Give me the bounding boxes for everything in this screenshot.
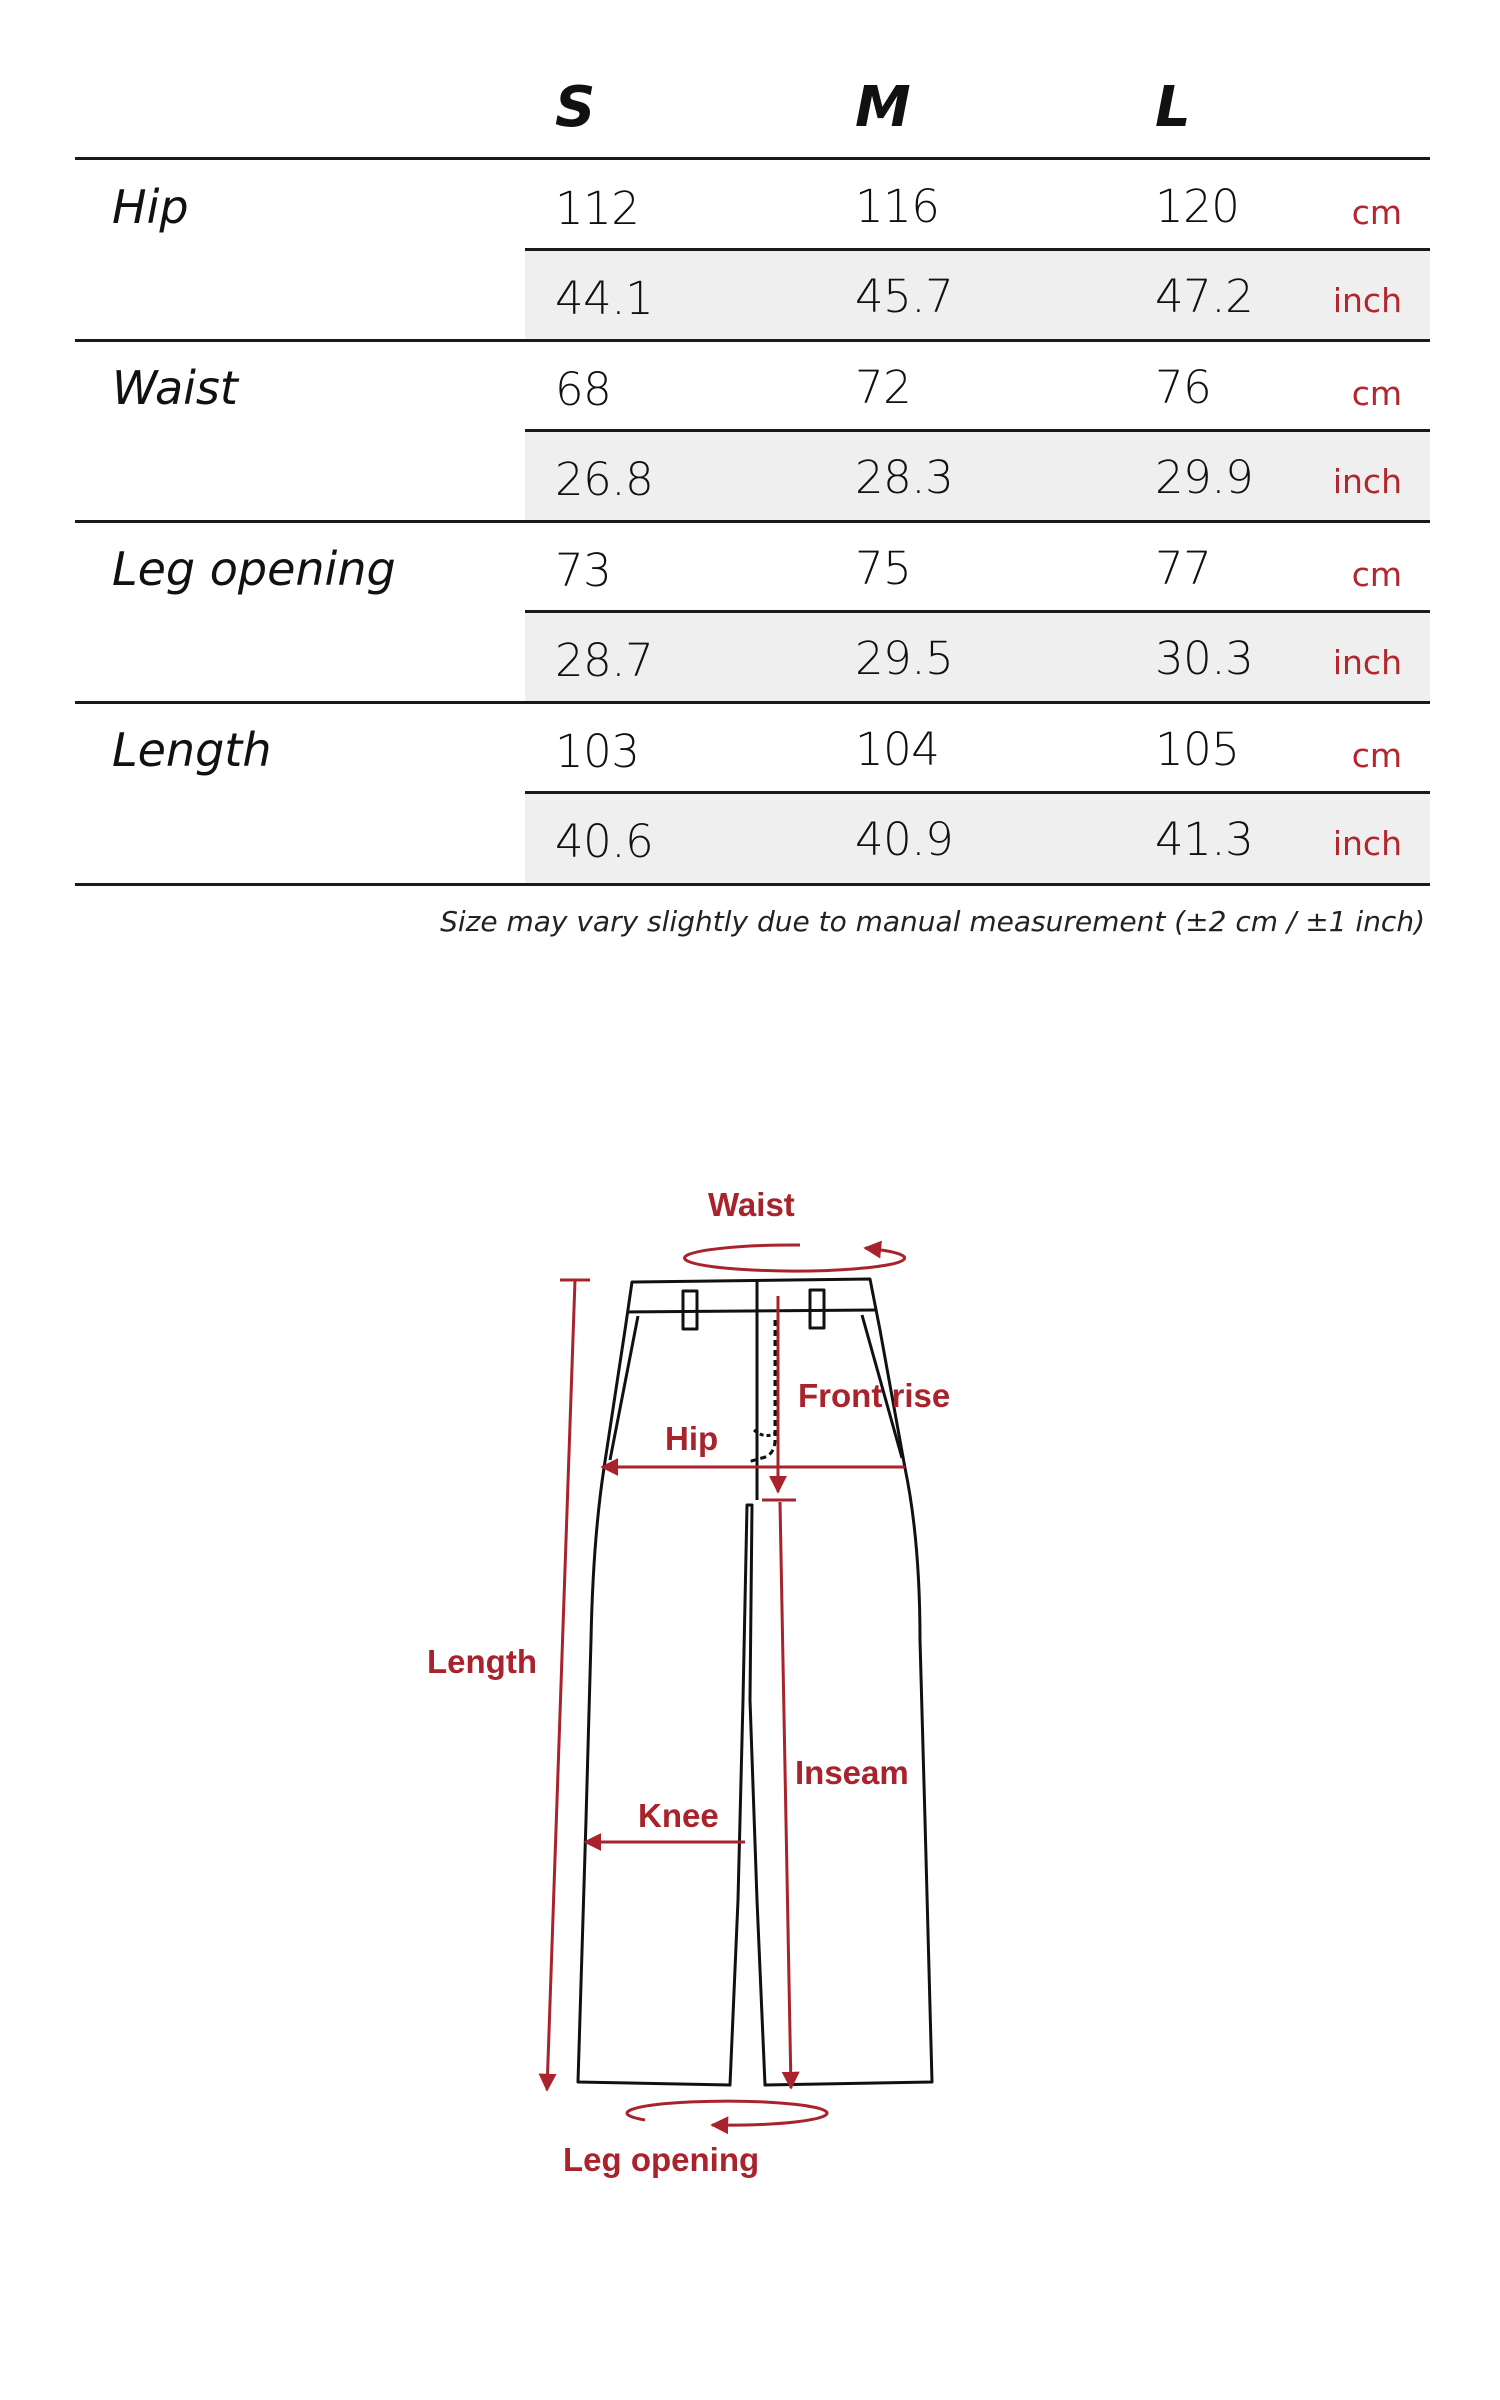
label-hip: Hip: [665, 1420, 719, 1457]
waist-arrow: [685, 1245, 905, 1271]
inseam-arrow: [780, 1502, 791, 2088]
table-rule: [525, 610, 1430, 613]
unit-inch: inch: [1332, 462, 1402, 501]
cell-leg-s-inch: 28.7: [555, 634, 654, 687]
table-rule: [525, 429, 1430, 432]
cell-waist-s-cm: 68: [555, 363, 612, 416]
inch-row-bg: [525, 613, 1430, 703]
row-label-leg-opening: Leg opening: [112, 542, 396, 596]
cell-waist-m-inch: 28.3: [855, 451, 954, 504]
unit-cm: cm: [1351, 193, 1402, 232]
length-arrow: [547, 1280, 575, 2090]
size-header-m: M: [855, 75, 911, 140]
inch-row-bg: [525, 794, 1430, 884]
table-rule: [75, 883, 1430, 886]
cell-hip-m-inch: 45.7: [855, 270, 954, 323]
cell-length-m-cm: 104: [855, 723, 940, 776]
label-length: Length: [427, 1643, 537, 1680]
unit-inch: inch: [1332, 643, 1402, 682]
cell-waist-m-cm: 72: [855, 361, 912, 414]
cell-waist-l-cm: 76: [1155, 361, 1212, 414]
label-waist: Waist: [708, 1186, 795, 1223]
leg-opening-arrow: [627, 2101, 827, 2125]
cell-length-s-inch: 40.6: [555, 815, 654, 868]
unit-cm: cm: [1351, 374, 1402, 413]
cell-leg-l-cm: 77: [1155, 542, 1212, 595]
cell-hip-l-cm: 120: [1155, 180, 1240, 233]
cell-length-l-inch: 41.3: [1155, 813, 1254, 866]
size-header-l: L: [1155, 75, 1191, 140]
cell-hip-l-inch: 47.2: [1155, 270, 1254, 323]
table-rule: [525, 791, 1430, 794]
cell-length-l-cm: 105: [1155, 723, 1240, 776]
table-rule: [75, 157, 1430, 160]
size-header-s: S: [555, 75, 596, 140]
cell-hip-s-cm: 112: [555, 182, 640, 235]
unit-cm: cm: [1351, 736, 1402, 775]
unit-cm: cm: [1351, 555, 1402, 594]
cell-leg-s-cm: 73: [555, 544, 612, 597]
measurement-note: Size may vary slightly due to manual measurement (±2 cm / ±1 inch): [440, 905, 1425, 938]
cell-leg-l-inch: 30.3: [1155, 632, 1254, 685]
row-label-length: Length: [112, 723, 272, 777]
pants-measurement-diagram: [0, 1140, 1500, 2260]
table-rule: [75, 520, 1430, 523]
cell-length-s-cm: 103: [555, 725, 640, 778]
unit-inch: inch: [1332, 281, 1402, 320]
label-leg-opening: Leg opening: [563, 2141, 760, 2178]
size-table: [75, 60, 1430, 885]
inch-row-bg: [525, 432, 1430, 522]
cell-length-m-inch: 40.9: [855, 813, 954, 866]
cell-waist-l-inch: 29.9: [1155, 451, 1254, 504]
cell-leg-m-inch: 29.5: [855, 632, 954, 685]
table-rule: [525, 248, 1430, 251]
cell-leg-m-cm: 75: [855, 542, 912, 595]
cell-waist-s-inch: 26.8: [555, 453, 654, 506]
cell-hip-s-inch: 44.1: [555, 272, 654, 325]
row-label-hip: Hip: [112, 180, 189, 234]
label-knee: Knee: [638, 1797, 719, 1834]
label-inseam: Inseam: [795, 1754, 909, 1791]
row-label-waist: Waist: [112, 361, 238, 415]
inch-row-bg: [525, 251, 1430, 341]
cell-hip-m-cm: 116: [855, 180, 940, 233]
unit-inch: inch: [1332, 824, 1402, 863]
label-front-rise: Front rise: [798, 1377, 951, 1414]
table-rule: [75, 701, 1430, 704]
table-rule: [75, 339, 1430, 342]
